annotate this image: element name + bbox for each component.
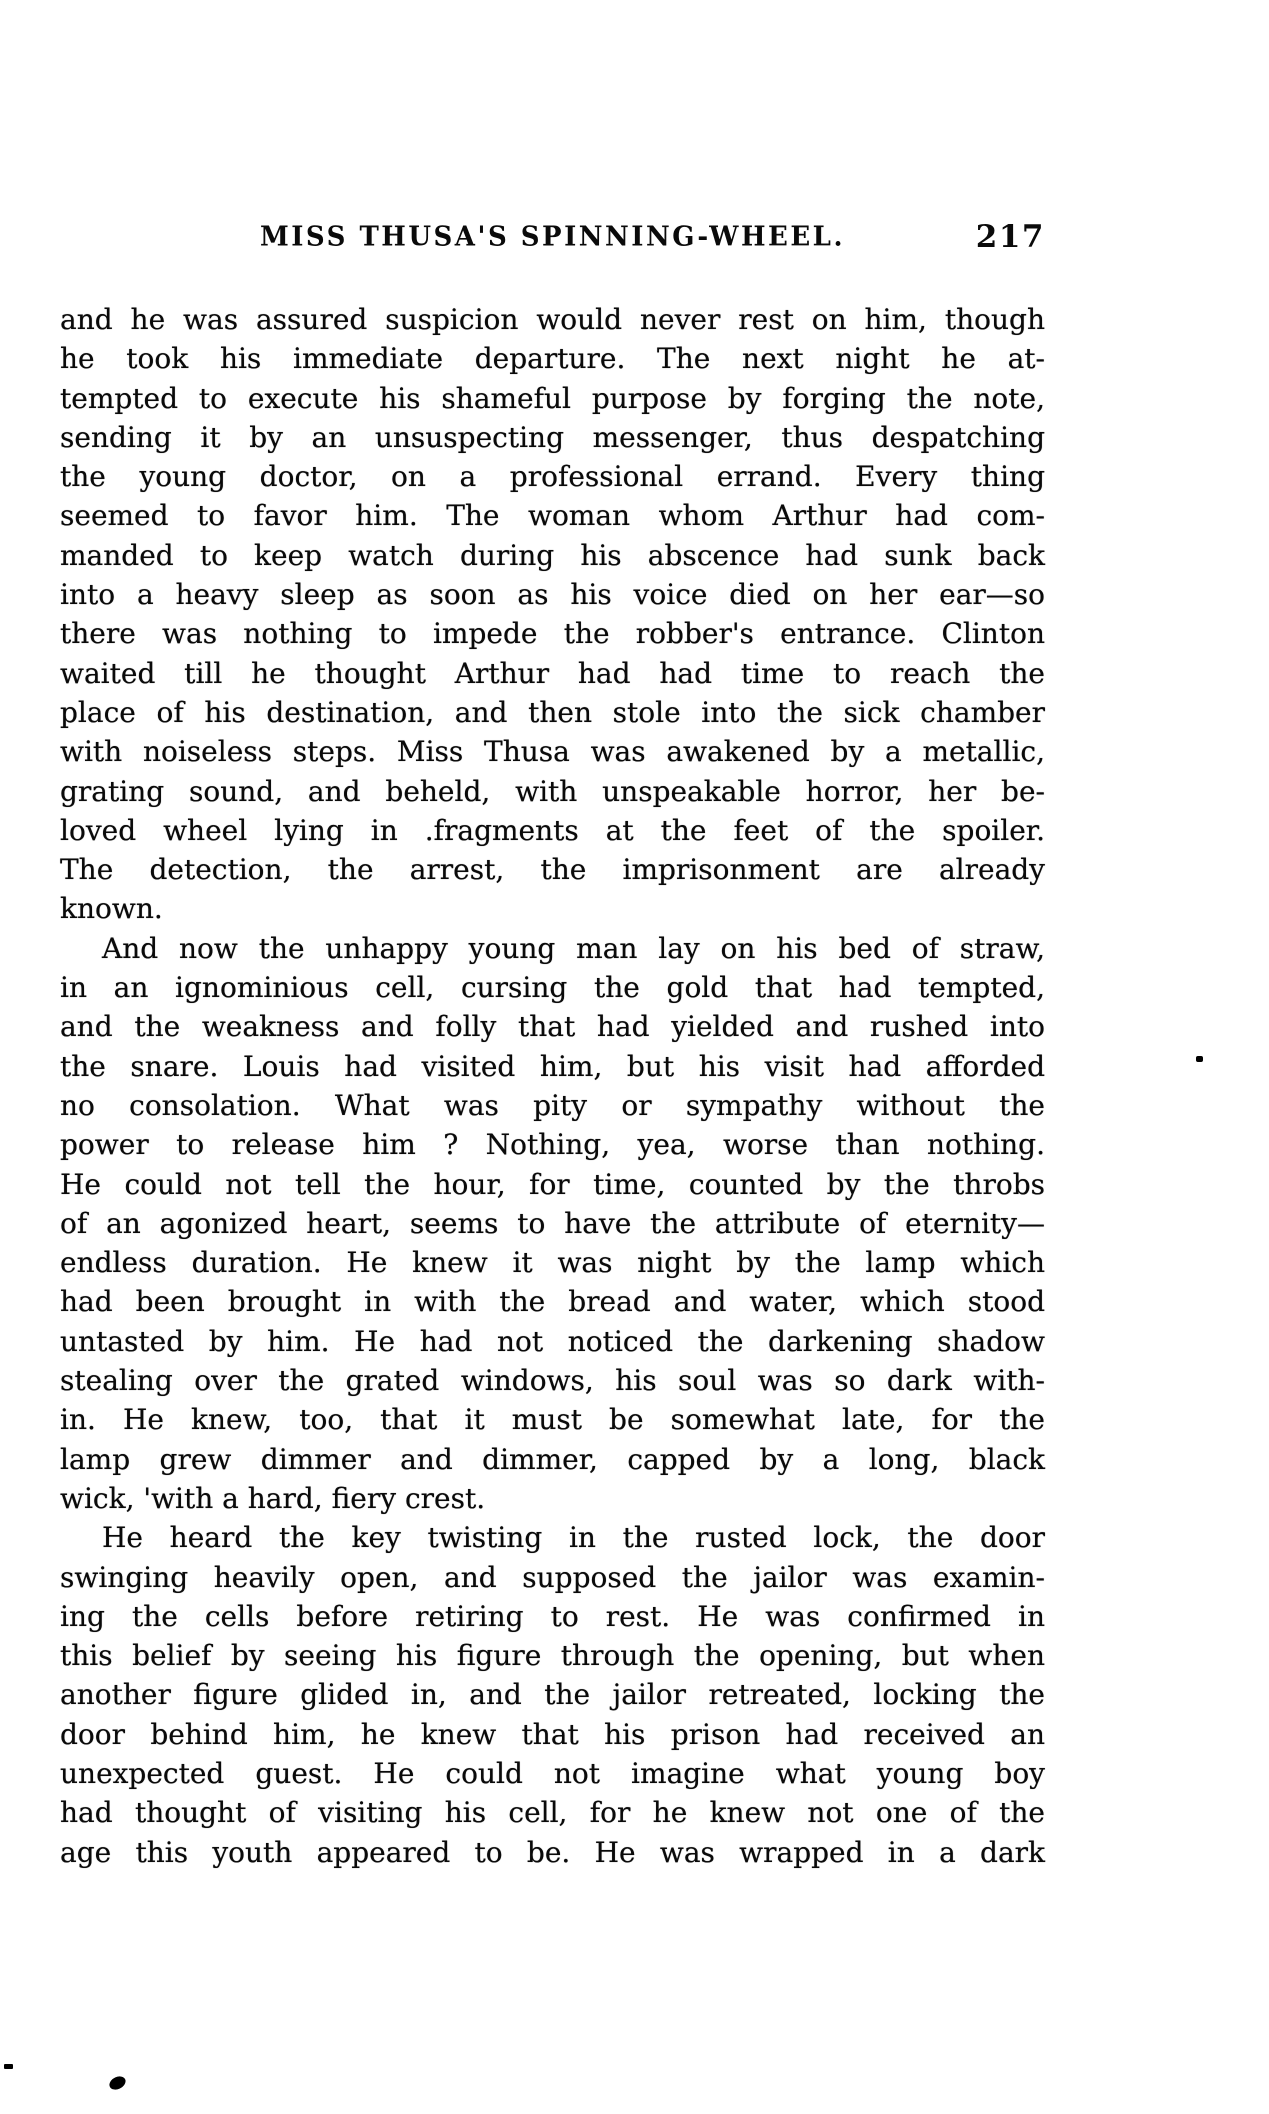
text-line: manded to keep watch during his abscence had sunk back xyxy=(60,538,1045,572)
text-line: lamp grew dimmer and dimmer, capped by a long, black xyxy=(60,1442,1045,1476)
text-line: age this youth appeared to be. He was wrapped in a dark xyxy=(60,1835,1045,1869)
text-line: And now the unhappy young man lay on his bed of straw, xyxy=(102,931,1045,965)
text-line: endless duration. He knew it was night by the lamp which xyxy=(60,1246,1045,1280)
page-header xyxy=(60,219,1045,262)
text-line: waited till he thought Arthur had had time to reach the xyxy=(60,656,1045,690)
paragraph xyxy=(60,929,1045,1518)
text-line: the young doctor, on a professional errand. Every thing xyxy=(60,460,1045,494)
text-line: ing the cells before retiring to rest. He was confirmed in xyxy=(60,1599,1045,1633)
text-line: into a heavy sleep as soon as his voice died on her ear—so xyxy=(60,578,1045,612)
paragraph xyxy=(60,300,1045,929)
text-line: the snare. Louis had visited him, but his visit had afforded xyxy=(60,1049,1045,1083)
text-line: swinging heavily open, and supposed the jailor was examin- xyxy=(60,1560,1045,1594)
text-line: power to release him ? Nothing, yea, worse than nothing. xyxy=(60,1128,1045,1162)
text-line: had thought of visiting his cell, for he knew not one of the xyxy=(60,1796,1045,1830)
text-line: He heard the key twisting in the rusted lock, the door xyxy=(102,1521,1045,1555)
text-line: door behind him, he knew that his prison had received an xyxy=(60,1717,1045,1751)
text-line: in an ignominious cell, cursing the gold that had tempted, xyxy=(60,971,1045,1005)
text-line: seemed to favor him. The woman whom Arthur had com- xyxy=(60,499,1045,533)
page-body-text xyxy=(60,300,1045,1872)
page-number: 217 xyxy=(975,219,1045,255)
text-line: there was nothing to impede the robber's entrance. Clinton xyxy=(60,617,1045,651)
text-line: no consolation. What was pity or sympathy without the xyxy=(60,1088,1045,1122)
text-line: another figure glided in, and the jailor retreated, locking the xyxy=(60,1678,1045,1712)
text-line: The detection, the arrest, the imprisonment are already xyxy=(60,853,1045,887)
text-line: unexpected guest. He could not imagine what young boy xyxy=(60,1756,1045,1790)
text-line: tempted to execute his shameful purpose by forging the note, xyxy=(60,381,1045,415)
ink-speck xyxy=(4,2064,13,2069)
text-line: He could not tell the hour, for time, counted by the throbs xyxy=(60,1167,1045,1201)
text-line: he took his immediate departure. The next night he at- xyxy=(60,342,1045,376)
text-line: loved wheel lying in .fragments at the feet of the spoiler. xyxy=(60,813,1045,847)
text-line: grating sound, and beheld, with unspeakable horror, her be- xyxy=(60,774,1045,808)
text-line: had been brought in with the bread and water, which stood xyxy=(60,1285,1045,1319)
text-line: sending it by an unsuspecting messenger, thus despatching xyxy=(60,420,1045,454)
text-line: this belief by seeing his figure through the opening, but when xyxy=(60,1639,1045,1673)
text-line: and the weakness and folly that had yielded and rushed into xyxy=(60,1010,1045,1044)
ink-speck xyxy=(1196,1056,1203,1062)
text-line: and he was assured suspicion would never rest on him, though xyxy=(60,303,1045,336)
text-line: of an agonized heart, seems to have the attribute of eternity— xyxy=(60,1206,1045,1240)
text-line: in. He knew, too, that it must be somewhat late, for the xyxy=(60,1403,1045,1437)
text-line: stealing over the grated windows, his soul was so dark with- xyxy=(60,1364,1045,1398)
text-line: known. xyxy=(60,892,163,926)
running-title: MISS THUSA'S SPINNING-WHEEL. xyxy=(259,221,846,253)
text-line: with noiseless steps. Miss Thusa was awakened by a metallic, xyxy=(60,735,1045,769)
ink-blot xyxy=(107,2074,127,2092)
text-line: place of his destination, and then stole into the sick chamber xyxy=(60,695,1045,729)
paragraph xyxy=(60,1518,1045,1872)
text-line: wick, 'with a hard, fiery crest. xyxy=(60,1481,486,1515)
text-line: untasted by him. He had not noticed the darkening shadow xyxy=(60,1324,1045,1358)
